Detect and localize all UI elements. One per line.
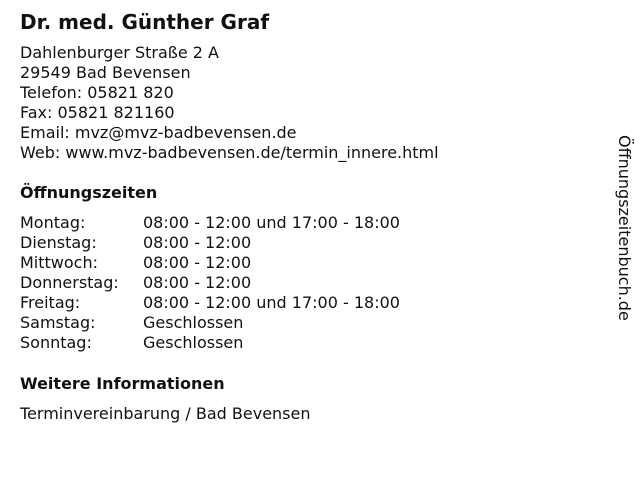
day-label: Montag: xyxy=(20,213,86,232)
hours-row-sunday xyxy=(20,333,580,353)
more-info-text: Terminvereinbarung / Bad Bevensen xyxy=(20,404,311,423)
day-label: Donnerstag: xyxy=(20,273,119,292)
day-hours: 08:00 - 12:00 und 17:00 - 18:00 xyxy=(143,293,400,312)
hours-row-wednesday xyxy=(20,253,580,273)
phone-number: Telefon: 05821 820 xyxy=(20,83,174,102)
day-hours: 08:00 - 12:00 und 17:00 - 18:00 xyxy=(143,213,400,232)
day-label: Mittwoch: xyxy=(20,253,98,272)
day-hours: 08:00 - 12:00 xyxy=(143,253,252,272)
day-label: Dienstag: xyxy=(20,233,97,252)
hours-row-thursday xyxy=(20,273,580,293)
opening-hours-table xyxy=(20,213,580,353)
more-info-heading: Weitere Informationen xyxy=(20,374,225,393)
brand-watermark: Öffnungszeitenbuch.de xyxy=(615,135,634,321)
address-city: 29549 Bad Bevensen xyxy=(20,63,191,82)
fax-number: Fax: 05821 821160 xyxy=(20,103,175,122)
hours-row-saturday xyxy=(20,313,580,333)
address-street: Dahlenburger Straße 2 A xyxy=(20,43,219,62)
practice-name: Dr. med. Günther Graf xyxy=(20,10,270,34)
contact-details xyxy=(20,43,439,163)
day-hours: 08:00 - 12:00 xyxy=(143,273,252,292)
day-hours: Geschlossen xyxy=(143,313,244,332)
opening-hours-heading: Öffnungszeiten xyxy=(20,183,158,202)
day-label: Samstag: xyxy=(20,313,96,332)
day-hours: Geschlossen xyxy=(143,333,244,352)
day-label: Sonntag: xyxy=(20,333,92,352)
email-address: Email: mvz@mvz-badbevensen.de xyxy=(20,123,297,142)
hours-row-monday xyxy=(20,213,580,233)
day-hours: 08:00 - 12:00 xyxy=(143,233,252,252)
hours-row-tuesday xyxy=(20,233,580,253)
website-url: Web: www.mvz-badbevensen.de/termin_innere.html xyxy=(20,143,439,162)
day-label: Freitag: xyxy=(20,293,81,312)
hours-row-friday xyxy=(20,293,580,313)
